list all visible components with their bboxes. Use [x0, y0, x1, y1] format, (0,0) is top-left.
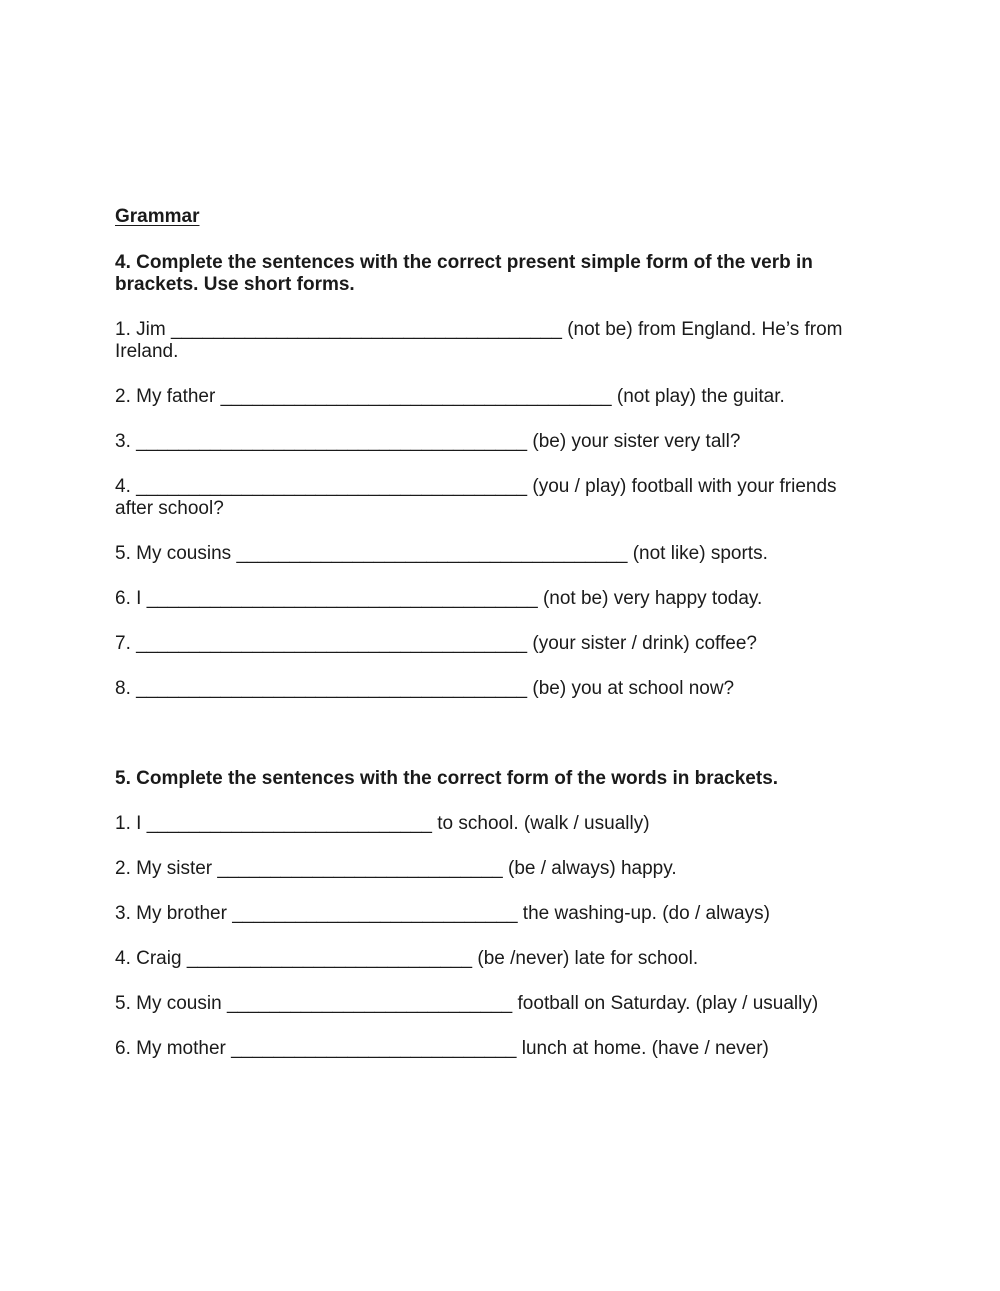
item-text-after: (be / always) happy.	[502, 858, 677, 879]
item-text-after: (you / play) football with your friends after school?	[115, 476, 837, 519]
item-text-after: (not be) from England. He’s from Ireland.	[115, 319, 843, 362]
section-5-item-4	[115, 948, 875, 970]
item-text-after: (not play) the guitar.	[611, 386, 785, 407]
item-text-before: 5. My cousins	[115, 543, 237, 564]
item-text-before: 2. My father	[115, 386, 221, 407]
section-5-item-5	[115, 993, 875, 1015]
answer-blank[interactable]: _____________________________________	[136, 678, 528, 699]
item-text-before: 6. I	[115, 588, 147, 609]
item-text-after: (not like) sports.	[627, 543, 768, 564]
answer-blank[interactable]: _____________________________________	[236, 543, 628, 564]
worksheet-page	[115, 206, 875, 1083]
answer-blank[interactable]: ___________________________	[231, 1038, 517, 1059]
section-4-item-7	[115, 633, 875, 655]
answer-blank[interactable]: ___________________________	[232, 903, 518, 924]
item-text-before: 5. My cousin	[115, 993, 227, 1014]
answer-blank[interactable]: _____________________________________	[146, 588, 538, 609]
answer-blank[interactable]: ___________________________	[146, 813, 432, 834]
item-text-before: 7.	[115, 633, 137, 654]
item-text-before: 3. My brother	[115, 903, 233, 924]
page-heading: Grammar	[115, 206, 200, 227]
answer-blank[interactable]: _____________________________________	[136, 633, 528, 654]
item-text-before: 6. My mother	[115, 1038, 232, 1059]
section-5-item-1	[115, 813, 875, 835]
item-text-after: lunch at home. (have / never)	[516, 1038, 769, 1059]
item-text-after: (be) your sister very tall?	[527, 431, 741, 452]
section-4-item-1	[115, 319, 875, 363]
section-4-item-6	[115, 588, 875, 610]
item-text-before: 4.	[115, 476, 137, 497]
item-text-before: 1. I	[115, 813, 147, 834]
item-text-after: (your sister / drink) coffee?	[527, 633, 757, 654]
item-text-before: 3.	[115, 431, 137, 452]
section-4-instruction: 4. Complete the sentences with the correct present simple form of the verb in brackets. Use short forms.	[115, 252, 813, 295]
answer-blank[interactable]: _____________________________________	[136, 431, 528, 452]
item-text-after: the washing-up. (do / always)	[517, 903, 770, 924]
item-text-after: (not be) very happy today.	[537, 588, 763, 609]
answer-blank[interactable]: ___________________________	[186, 948, 473, 969]
item-text-after: to school. (walk / usually)	[432, 813, 650, 834]
item-text-before: 4. Craig	[115, 948, 187, 969]
item-text-before: 2. My sister	[115, 858, 218, 879]
item-text-after: (be) you at school now?	[527, 678, 735, 699]
section-4-item-8	[115, 678, 875, 700]
answer-blank[interactable]: _____________________________________	[136, 476, 528, 497]
section-4-item-5	[115, 543, 875, 565]
section-5-item-2	[115, 858, 875, 880]
section-4-item-4	[115, 476, 875, 520]
section-5-instruction: 5. Complete the sentences with the correct form of the words in brackets.	[115, 768, 779, 789]
answer-blank[interactable]: _____________________________________	[170, 319, 562, 340]
section-4-item-2	[115, 386, 875, 408]
item-text-before: 8.	[115, 678, 137, 699]
answer-blank[interactable]: _____________________________________	[220, 386, 612, 407]
answer-blank[interactable]: ___________________________	[217, 858, 503, 879]
section-spacer	[115, 723, 875, 768]
answer-blank[interactable]: ___________________________	[226, 993, 513, 1014]
section-5-item-3	[115, 903, 875, 925]
item-text-after: (be /never) late for school.	[472, 948, 699, 969]
item-text-after: football on Saturday. (play / usually)	[512, 993, 819, 1014]
section-5-item-6	[115, 1038, 875, 1060]
section-4-item-3	[115, 431, 875, 453]
item-text-before: 1. Jim	[115, 319, 171, 340]
